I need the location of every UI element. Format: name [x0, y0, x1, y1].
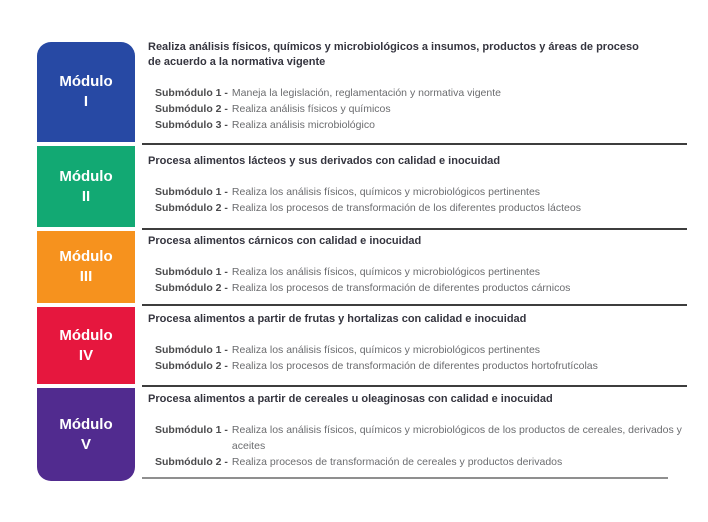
module-box-numeral: IV	[78, 346, 94, 364]
module-3-submodules	[155, 264, 693, 296]
module-4-content	[148, 312, 693, 374]
submodule-item	[155, 101, 693, 117]
submodule-item	[155, 117, 693, 133]
submodule-item	[155, 85, 693, 101]
module-box-label: Módulo	[59, 73, 113, 90]
submodule-label: Submódulo 2 -	[155, 103, 228, 115]
module-5-submodules	[155, 422, 693, 470]
row-divider	[142, 228, 687, 230]
submodule-label: Submódulo 1 -	[155, 424, 228, 436]
submodule-label: Submódulo 1 -	[155, 186, 228, 198]
module-3-content	[148, 234, 693, 296]
bottom-rule	[142, 477, 668, 479]
module-box-numeral: II	[81, 187, 91, 205]
module-4-submodules	[155, 342, 693, 374]
submodule-description: Maneja la legislación, reglamentación y normativa vigente	[231, 87, 501, 99]
submodule-item	[155, 264, 693, 280]
submodule-description: Realiza los procesos de transformación de diferentes productos cárnicos	[231, 282, 571, 294]
submodule-item	[155, 184, 693, 200]
module-box-numeral: III	[79, 268, 93, 285]
submodule-label: Submódulo 2 -	[155, 202, 228, 214]
module-5-title: Procesa alimentos a partir de cereales u oleaginosas con calidad e inocuidad	[148, 393, 553, 405]
module-box-4	[37, 307, 135, 384]
submodule-label: Submódulo 1 -	[155, 87, 228, 99]
module-box-label: Módulo	[59, 167, 113, 185]
module-2-content	[148, 154, 693, 216]
submodule-item	[155, 200, 693, 216]
submodule-description: Realiza análisis físicos y químicos	[231, 103, 391, 115]
module-box-1	[37, 42, 135, 142]
module-1-content	[148, 40, 693, 133]
submodule-description: Realiza procesos de transformación de cereales y productos derivados	[231, 456, 563, 468]
module-2-submodules	[155, 184, 693, 216]
row-divider	[142, 385, 687, 387]
module-box-numeral: I	[83, 93, 89, 110]
submodule-description: Realiza los procesos de transformación de diferentes productos hortofrutícolas	[231, 360, 598, 372]
submodule-description: Realiza los procesos de transformación de los diferentes productos lácteos	[231, 202, 581, 214]
module-box-5	[37, 388, 135, 481]
submodule-item	[155, 358, 693, 374]
submodule-item	[155, 280, 693, 296]
module-4-title: Procesa alimentos a partir de frutas y hortalizas con calidad e inocuidad	[148, 313, 527, 325]
submodule-label: Submódulo 2 -	[155, 282, 228, 294]
module-2-title: Procesa alimentos lácteos y sus derivados con calidad e inocuidad	[148, 155, 501, 167]
submodule-description: Realiza los análisis físicos, químicos y microbiológicos de los productos de cereales, derivados y aceites	[231, 424, 682, 452]
module-box-label: Módulo	[59, 248, 113, 265]
submodule-label: Submódulo 3 -	[155, 119, 228, 131]
module-box-numeral: V	[80, 435, 91, 453]
row-divider	[142, 304, 687, 306]
submodule-item	[155, 454, 693, 470]
module-3-title: Procesa alimentos cárnicos con calidad e inocuidad	[148, 235, 422, 247]
submodule-description: Realiza los análisis físicos, químicos y microbiológicos pertinentes	[231, 186, 541, 198]
submodule-item	[155, 342, 693, 358]
submodule-description: Realiza análisis microbiológico	[231, 119, 375, 131]
submodule-label: Submódulo 1 -	[155, 344, 228, 356]
module-1-title: Realiza análisis físicos, químicos y microbiológicos a insumos, productos y áreas de proceso de acuerdo a la normativa vigente	[148, 41, 639, 68]
submodule-description: Realiza los análisis físicos, químicos y microbiológicos pertinentes	[231, 344, 541, 356]
module-box-2	[37, 146, 135, 227]
module-box-label: Módulo	[59, 326, 113, 344]
row-divider	[142, 143, 687, 145]
submodule-description: Realiza los análisis físicos, químicos y microbiológicos pertinentes	[231, 266, 541, 278]
submodule-label: Submódulo 2 -	[155, 360, 228, 372]
module-box-3	[37, 231, 135, 303]
submodule-label: Submódulo 2 -	[155, 456, 228, 468]
submodule-item	[155, 422, 693, 454]
module-1-submodules	[155, 85, 693, 133]
submodule-label: Submódulo 1 -	[155, 266, 228, 278]
module-5-content	[148, 392, 693, 470]
module-box-label: Módulo	[59, 415, 113, 433]
